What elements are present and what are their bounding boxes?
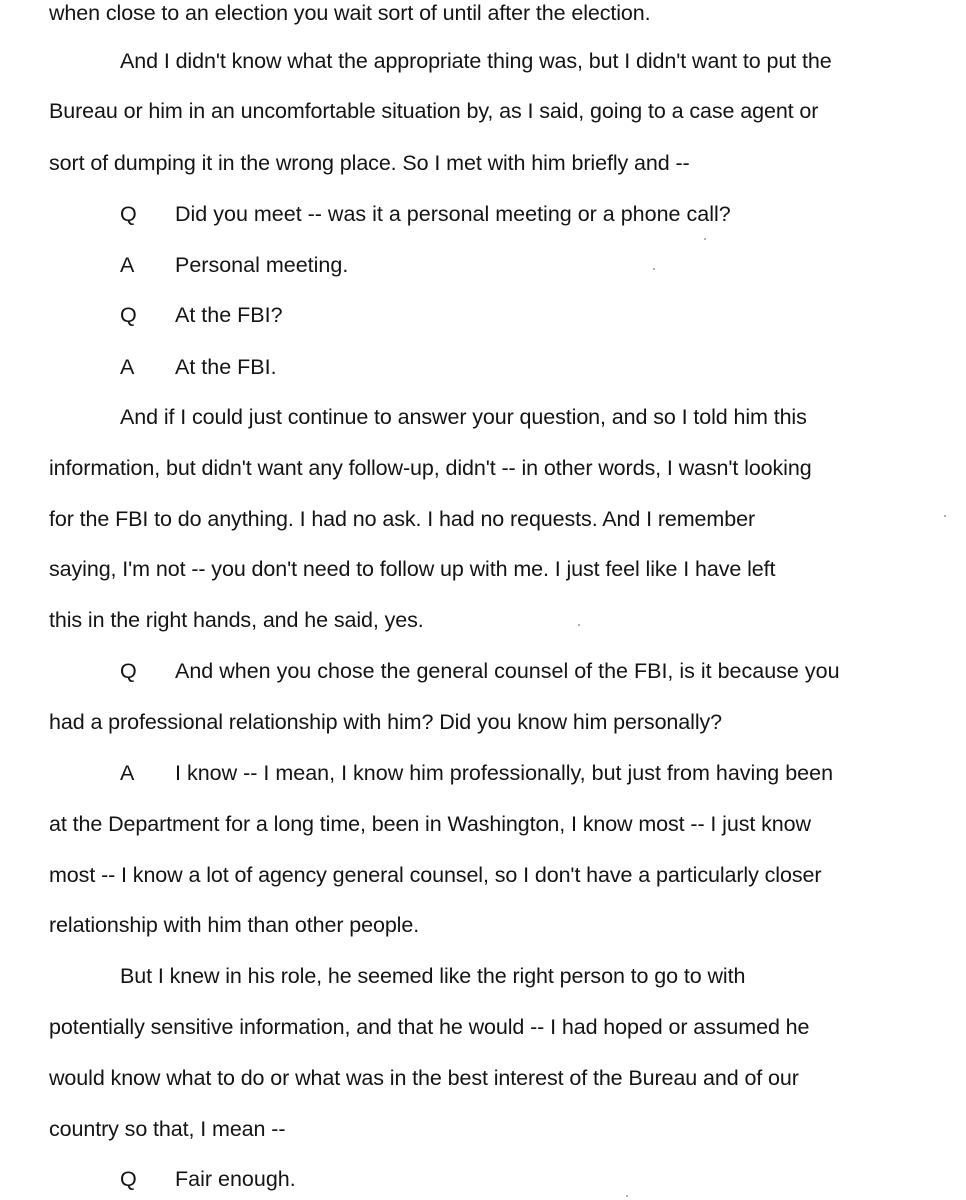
transcript-line: country so that, I mean -- — [49, 1117, 286, 1141]
transcript-line: potentially sensitive information, and that he would -- I had hoped or assumed he — [49, 1015, 810, 1039]
transcript-line: But I knew in his role, he seemed like the right person to go to with — [120, 964, 746, 988]
transcript-line: would know what to do or what was in the best interest of the Bureau and of our — [49, 1066, 799, 1090]
speaker-label: Q — [120, 659, 137, 683]
transcript-line: Did you meet -- was it a personal meeting or a phone call? — [175, 202, 731, 226]
speaker-label: A — [120, 761, 135, 785]
speaker-label: Q — [120, 303, 137, 327]
transcript-line: sort of dumping it in the wrong place. So I met with him briefly and -- — [49, 151, 690, 175]
transcript-line: At the FBI? — [175, 303, 283, 327]
transcript-line: Bureau or him in an uncomfortable situation by, as I said, going to a case agent or — [49, 99, 819, 123]
transcript-line: when close to an election you wait sort of until after the election. — [49, 1, 651, 25]
transcript-line: most -- I know a lot of agency general counsel, so I don't have a particularly closer — [49, 863, 822, 887]
transcript-line: at the Department for a long time, been in Washington, I know most -- I just know — [49, 812, 811, 836]
transcript-line: And if I could just continue to answer your question, and so I told him this — [120, 405, 807, 429]
speaker-label: Q — [120, 1167, 137, 1191]
speaker-label: A — [120, 355, 135, 379]
scan-speck — [944, 515, 946, 517]
transcript-line: relationship with him than other people. — [49, 913, 420, 937]
transcript-line: Fair enough. — [175, 1167, 296, 1191]
transcript-line: had a professional relationship with him? Did you know him personally? — [49, 710, 723, 734]
transcript-line: At the FBI. — [175, 355, 277, 379]
transcript-line: Personal meeting. — [175, 253, 349, 277]
scan-speck — [653, 268, 655, 270]
transcript-line: And when you chose the general counsel of the FBI, is it because you — [175, 659, 840, 683]
scan-speck — [626, 1195, 628, 1197]
scan-speck — [704, 238, 706, 240]
transcript-line: I know -- I mean, I know him professionally, but just from having been — [175, 761, 834, 785]
speaker-label: Q — [120, 202, 137, 226]
transcript-line: information, but didn't want any follow-up, didn't -- in other words, I wasn't looking — [49, 456, 812, 480]
transcript-line: And I didn't know what the appropriate thing was, but I didn't want to put the — [120, 49, 832, 73]
scan-speck — [578, 624, 580, 626]
speaker-label: A — [120, 253, 135, 277]
transcript-line: this in the right hands, and he said, yes. — [49, 608, 424, 632]
transcript-line: saying, I'm not -- you don't need to follow up with me. I just feel like I have left — [49, 557, 776, 581]
transcript-line: for the FBI to do anything. I had no ask. I had no requests. And I remember — [49, 507, 756, 531]
